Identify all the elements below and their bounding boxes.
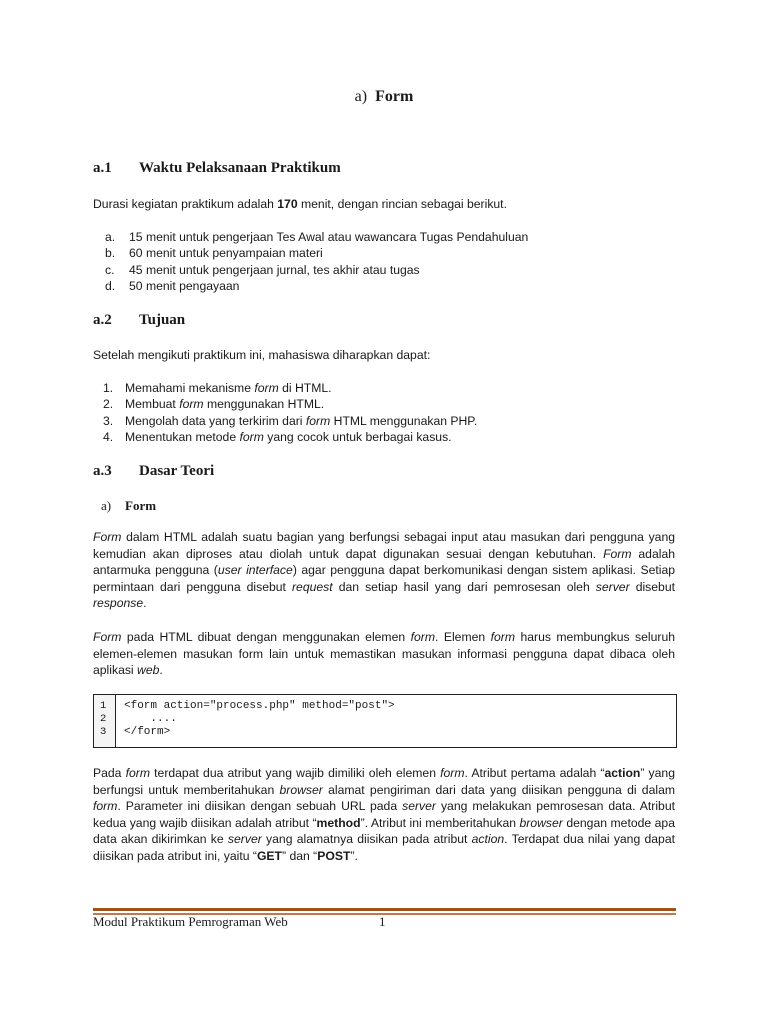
paragraph-form-definition: Form dalam HTML adalah suatu bagian yang berfungsi sebagai input atau masukan dari pengguna yang kemudian akan diproses atau diolah untuk dapat digunakan sesuai dengan kebutuhan. Form adalah antarmuka pengguna (user interface) agar pengguna dapat berkomunikasi dengan sistem aplikasi. Setiap permintaan dari pengguna disebut request dan setiap hasil yang dari pemrosesan oleh server disebut response. xyxy=(93,530,675,610)
title-text: Form xyxy=(375,88,414,105)
paragraph-form-attributes: Pada form terdapat dua atribut yang wajib dimiliki oleh elemen form. Atribut pertama adalah “action” yang berfungsi untuk memberitahukan browser alamat pengiriman dari data yang diisikan pengguna di dalam form. Parameter ini diisikan dengan sebuah URL pada server yang melakukan pemrosesan data. Atribut kedua yang wajib diisikan adalah atribut “method”. Atribut ini memberitahukan browser dengan metode apa data akan dikirimkan ke server yang alamatnya diisikan pada atribut action. Terdapat dua nilai yang dapat diisikan pada atribut ini, yaitu “GET” dan “POST”. xyxy=(93,766,676,863)
paragraph-form-element: Form pada HTML dibuat dengan menggunakan elemen form. Elemen form harus membungkus seluruh elemen-elemen masukan form lain untuk memastikan masukan informasi pengguna dapat dibaca oleh aplikasi web. xyxy=(93,630,676,677)
list-item: c. 45 menit untuk pengerjaan jurnal, tes akhir atau tugas xyxy=(105,262,420,277)
subsection-heading-form: a) Form xyxy=(101,498,157,513)
section-title: Waktu Pelaksanaan Praktikum xyxy=(139,160,341,176)
section-heading-tujuan xyxy=(93,312,185,329)
section1-intro: Durasi kegiatan praktikum adalah 170 menit, dengan rincian sebagai berikut. xyxy=(93,197,507,211)
section-number: a.1 xyxy=(93,160,112,176)
list-item: b. 60 menit untuk penyampaian materi xyxy=(105,246,323,261)
section-title: Dasar Teori xyxy=(139,463,215,479)
duration-list xyxy=(105,229,528,295)
footer-title: Modul Praktikum Pemrograman Web xyxy=(93,914,288,929)
page-number: 1 xyxy=(379,914,386,929)
section-number: a.3 xyxy=(93,463,112,479)
section-heading-dasar-teori xyxy=(93,463,214,480)
section-number: a.2 xyxy=(93,312,112,328)
section2-intro: Setelah mengikuti praktikum ini, mahasiswa diharapkan dapat: xyxy=(93,348,431,362)
list-item: 4. Menentukan metode form yang cocok untuk berbagai kasus. xyxy=(103,430,452,445)
code-line: </form> xyxy=(124,726,171,738)
list-item: 2. Membuat form menggunakan HTML. xyxy=(103,397,325,412)
code-line-numbers: 1 2 3 xyxy=(94,695,116,747)
list-item: a. 15 menit untuk pengerjaan Tes Awal atau wawancara Tugas Pendahuluan xyxy=(105,230,529,244)
section-heading-waktu xyxy=(93,160,341,177)
code-block xyxy=(93,694,677,748)
list-item: d. 50 menit pengayaan xyxy=(105,279,240,294)
code-content xyxy=(124,700,395,739)
objectives-list xyxy=(103,380,477,446)
code-line: <form action="process.php" method="post"> xyxy=(124,700,395,712)
code-line: .... xyxy=(124,713,177,725)
footer-rule xyxy=(93,908,676,911)
list-item: 1. Memahami mekanisme form di HTML. xyxy=(103,381,332,395)
title-marker: a) xyxy=(354,88,368,105)
page-title xyxy=(0,88,768,106)
list-item: 3. Mengolah data yang terkirim dari form HTML menggunakan PHP. xyxy=(103,413,478,428)
section-title: Tujuan xyxy=(139,312,186,328)
